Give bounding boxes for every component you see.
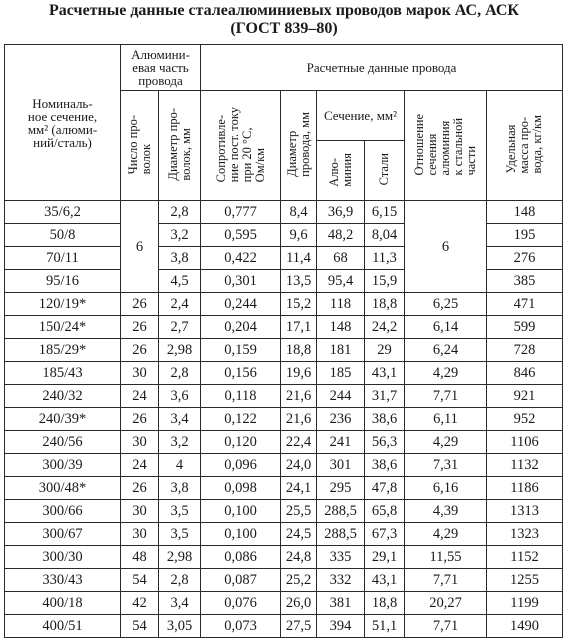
- header-alu: Алю- миния: [317, 141, 365, 201]
- cell-wire-count: 26: [121, 339, 159, 362]
- table-row: [5, 615, 563, 638]
- cell-alu-section: 48,2: [317, 224, 365, 247]
- cell-alu-section: 118: [317, 293, 365, 316]
- cell-resistance: 0,244: [201, 293, 281, 316]
- header-ratio: Отношение сечения алюминия к стальной части: [405, 91, 487, 201]
- table-row: [5, 523, 563, 546]
- cell-wire-diameter: 2,98: [159, 546, 201, 569]
- cell-resistance: 0,098: [201, 477, 281, 500]
- cell-wire-diameter: 3,8: [159, 247, 201, 270]
- cell-diameter: 21,6: [281, 408, 317, 431]
- cell-mass: 1199: [487, 592, 563, 615]
- cell-nominal: 95/16: [5, 270, 121, 293]
- cell-steel-section: 65,8: [365, 500, 405, 523]
- header-nominal-section: Номиналь- ное сечение, мм² (алюми- ний/сталь): [5, 45, 121, 201]
- title-line-1: Расчетные данные сталеалюминиевых проводов марок АС, АСК: [48, 2, 520, 19]
- cell-steel-section: 8,04: [365, 224, 405, 247]
- cell-nominal: 240/32: [5, 385, 121, 408]
- cell-resistance: 0,120: [201, 431, 281, 454]
- cell-wire-diameter: 3,4: [159, 592, 201, 615]
- cell-wire-count-group: 6: [121, 201, 159, 293]
- cell-mass: 1323: [487, 523, 563, 546]
- cell-alu-section: 68: [317, 247, 365, 270]
- cell-wire-count: 24: [121, 385, 159, 408]
- cell-wire-diameter: 2,4: [159, 293, 201, 316]
- cell-alu-section: 181: [317, 339, 365, 362]
- cell-steel-section: 18,8: [365, 293, 405, 316]
- cell-mass: 195: [487, 224, 563, 247]
- table-row: [5, 431, 563, 454]
- cell-resistance: 0,086: [201, 546, 281, 569]
- cell-ratio: 4,39: [405, 500, 487, 523]
- cell-alu-section: 332: [317, 569, 365, 592]
- cell-diameter: 22,4: [281, 431, 317, 454]
- cell-diameter: 11,4: [281, 247, 317, 270]
- cell-wire-count: 24: [121, 454, 159, 477]
- cell-steel-section: 18,8: [365, 592, 405, 615]
- cell-diameter: 25,5: [281, 500, 317, 523]
- header-aluminum-part: Алюмини- евая часть провода: [121, 45, 201, 91]
- cell-steel-section: 6,15: [365, 201, 405, 224]
- header-section: Сечение, мм²: [317, 91, 405, 141]
- cell-ratio: 7,71: [405, 615, 487, 638]
- cell-wire-diameter: 3,8: [159, 477, 201, 500]
- cell-alu-section: 288,5: [317, 500, 365, 523]
- cell-steel-section: 51,1: [365, 615, 405, 638]
- cell-ratio: 4,29: [405, 362, 487, 385]
- header-resistance: Сопротивле- ние пост. току при 20 °С, Ом/км: [201, 91, 281, 201]
- cell-wire-count: 42: [121, 592, 159, 615]
- cell-wire-count: 54: [121, 569, 159, 592]
- cell-resistance: 0,100: [201, 500, 281, 523]
- cell-ratio: 7,31: [405, 454, 487, 477]
- cell-wire-count: 54: [121, 615, 159, 638]
- table-row: [5, 546, 563, 569]
- cell-steel-section: 67,3: [365, 523, 405, 546]
- cell-alu-section: 288,5: [317, 523, 365, 546]
- cell-resistance: 0,073: [201, 615, 281, 638]
- cell-mass: 471: [487, 293, 563, 316]
- cell-ratio: 7,71: [405, 569, 487, 592]
- cell-diameter: 9,6: [281, 224, 317, 247]
- cell-diameter: 27,5: [281, 615, 317, 638]
- cell-steel-section: 47,8: [365, 477, 405, 500]
- cell-nominal: 120/19*: [5, 293, 121, 316]
- table-row: [5, 569, 563, 592]
- cell-mass: 1106: [487, 431, 563, 454]
- cell-resistance: 0,156: [201, 362, 281, 385]
- cell-steel-section: 43,1: [365, 569, 405, 592]
- cell-alu-section: 301: [317, 454, 365, 477]
- cell-resistance: 0,204: [201, 316, 281, 339]
- table-body: [5, 201, 563, 638]
- cell-wire-count: 48: [121, 546, 159, 569]
- cell-resistance: 0,118: [201, 385, 281, 408]
- cell-mass: 1490: [487, 615, 563, 638]
- cell-mass: 728: [487, 339, 563, 362]
- cell-ratio: 6,11: [405, 408, 487, 431]
- cell-nominal: 70/11: [5, 247, 121, 270]
- cell-alu-section: 236: [317, 408, 365, 431]
- cell-nominal: 240/39*: [5, 408, 121, 431]
- cell-diameter: 25,2: [281, 569, 317, 592]
- header-calc-data: Расчетные данные провода: [201, 45, 563, 91]
- cell-nominal: 150/24*: [5, 316, 121, 339]
- cell-alu-section: 185: [317, 362, 365, 385]
- cell-alu-section: 335: [317, 546, 365, 569]
- cell-wire-count: 30: [121, 431, 159, 454]
- cell-steel-section: 29: [365, 339, 405, 362]
- cell-diameter: 26,0: [281, 592, 317, 615]
- cell-mass: 148: [487, 201, 563, 224]
- cell-nominal: 400/51: [5, 615, 121, 638]
- cell-resistance: 0,595: [201, 224, 281, 247]
- cell-diameter: 24,5: [281, 523, 317, 546]
- cell-wire-diameter: 2,8: [159, 201, 201, 224]
- cell-ratio: 6,24: [405, 339, 487, 362]
- cell-steel-section: 29,1: [365, 546, 405, 569]
- cell-wire-count: 26: [121, 293, 159, 316]
- cell-diameter: 17,1: [281, 316, 317, 339]
- cell-nominal: 185/43: [5, 362, 121, 385]
- cell-nominal: 185/29*: [5, 339, 121, 362]
- cell-wire-count: 30: [121, 523, 159, 546]
- cell-mass: 952: [487, 408, 563, 431]
- cell-ratio: 11,55: [405, 546, 487, 569]
- cell-wire-diameter: 2,98: [159, 339, 201, 362]
- cell-diameter: 15,2: [281, 293, 317, 316]
- cell-wire-diameter: 2,8: [159, 362, 201, 385]
- table-row: [5, 201, 563, 224]
- table-row: [5, 339, 563, 362]
- cell-resistance: 0,076: [201, 592, 281, 615]
- cell-mass: 1313: [487, 500, 563, 523]
- cell-diameter: 24,8: [281, 546, 317, 569]
- cell-mass: 1255: [487, 569, 563, 592]
- cell-nominal: 300/39: [5, 454, 121, 477]
- cell-resistance: 0,301: [201, 270, 281, 293]
- cell-resistance: 0,777: [201, 201, 281, 224]
- cell-alu-section: 381: [317, 592, 365, 615]
- header-mass: Удельная масса про- вода, кг/км: [487, 91, 563, 201]
- cell-ratio: 20,27: [405, 592, 487, 615]
- cell-wire-diameter: 3,5: [159, 523, 201, 546]
- cell-ratio: 6,16: [405, 477, 487, 500]
- table-row: [5, 592, 563, 615]
- cell-diameter: 19,6: [281, 362, 317, 385]
- cell-resistance: 0,087: [201, 569, 281, 592]
- cell-diameter: 24,1: [281, 477, 317, 500]
- cell-wire-count: 26: [121, 408, 159, 431]
- cell-wire-diameter: 2,8: [159, 569, 201, 592]
- cell-diameter: 13,5: [281, 270, 317, 293]
- header-diameter: Диаметр провода, мм: [281, 91, 317, 201]
- cell-mass: 921: [487, 385, 563, 408]
- cell-wire-diameter: 3,4: [159, 408, 201, 431]
- header-steel: Стали: [365, 141, 405, 201]
- cell-diameter: 8,4: [281, 201, 317, 224]
- table-row: [5, 454, 563, 477]
- cell-wire-diameter: 3,05: [159, 615, 201, 638]
- cell-nominal: 50/8: [5, 224, 121, 247]
- header-wire-diameter: Диаметр про- волок, мм: [159, 91, 201, 201]
- table-row: [5, 408, 563, 431]
- cell-wire-diameter: 4,5: [159, 270, 201, 293]
- table-row: [5, 385, 563, 408]
- cell-steel-section: 24,2: [365, 316, 405, 339]
- cell-mass: 1152: [487, 546, 563, 569]
- cell-ratio: 4,29: [405, 431, 487, 454]
- cell-alu-section: 295: [317, 477, 365, 500]
- cell-alu-section: 244: [317, 385, 365, 408]
- table-row: [5, 293, 563, 316]
- table-header: [5, 45, 563, 201]
- cell-ratio: 6,14: [405, 316, 487, 339]
- cell-wire-diameter: 3,2: [159, 431, 201, 454]
- cell-wire-diameter: 4: [159, 454, 201, 477]
- cell-mass: 1132: [487, 454, 563, 477]
- cell-wire-count: 26: [121, 477, 159, 500]
- cell-ratio-group: 6: [405, 201, 487, 293]
- cell-nominal: 330/43: [5, 569, 121, 592]
- cell-nominal: 400/18: [5, 592, 121, 615]
- cell-diameter: 24,0: [281, 454, 317, 477]
- table-row: [5, 477, 563, 500]
- cell-mass: 599: [487, 316, 563, 339]
- cell-wire-count: 30: [121, 500, 159, 523]
- table-row: [5, 500, 563, 523]
- cell-diameter: 21,6: [281, 385, 317, 408]
- cell-ratio: 4,29: [405, 523, 487, 546]
- cell-mass: 846: [487, 362, 563, 385]
- cell-wire-diameter: 3,6: [159, 385, 201, 408]
- cell-resistance: 0,159: [201, 339, 281, 362]
- cell-resistance: 0,122: [201, 408, 281, 431]
- cell-nominal: 300/66: [5, 500, 121, 523]
- cell-ratio: 6,25: [405, 293, 487, 316]
- cell-nominal: 300/48*: [5, 477, 121, 500]
- cell-nominal: 35/6,2: [5, 201, 121, 224]
- cell-alu-section: 148: [317, 316, 365, 339]
- wire-data-table: [4, 44, 563, 638]
- cell-mass: 1186: [487, 477, 563, 500]
- cell-steel-section: 43,1: [365, 362, 405, 385]
- cell-diameter: 18,8: [281, 339, 317, 362]
- cell-ratio: 7,71: [405, 385, 487, 408]
- cell-resistance: 0,422: [201, 247, 281, 270]
- cell-nominal: 300/30: [5, 546, 121, 569]
- cell-steel-section: 31,7: [365, 385, 405, 408]
- cell-steel-section: 11,3: [365, 247, 405, 270]
- cell-wire-count: 30: [121, 362, 159, 385]
- cell-alu-section: 394: [317, 615, 365, 638]
- cell-wire-diameter: 3,2: [159, 224, 201, 247]
- table-row: [5, 316, 563, 339]
- cell-nominal: 300/67: [5, 523, 121, 546]
- cell-alu-section: 95,4: [317, 270, 365, 293]
- cell-nominal: 240/56: [5, 431, 121, 454]
- cell-alu-section: 241: [317, 431, 365, 454]
- table-row: [5, 362, 563, 385]
- cell-wire-count: 26: [121, 316, 159, 339]
- cell-steel-section: 38,6: [365, 408, 405, 431]
- cell-steel-section: 38,6: [365, 454, 405, 477]
- title-line-2: (ГОСТ 839–80): [230, 20, 338, 37]
- document-title: [0, 0, 568, 40]
- cell-steel-section: 15,9: [365, 270, 405, 293]
- cell-mass: 276: [487, 247, 563, 270]
- cell-resistance: 0,096: [201, 454, 281, 477]
- cell-steel-section: 56,3: [365, 431, 405, 454]
- cell-resistance: 0,100: [201, 523, 281, 546]
- cell-wire-diameter: 3,5: [159, 500, 201, 523]
- cell-alu-section: 36,9: [317, 201, 365, 224]
- cell-mass: 385: [487, 270, 563, 293]
- cell-wire-diameter: 2,7: [159, 316, 201, 339]
- header-wire-count: Число про- волок: [121, 91, 159, 201]
